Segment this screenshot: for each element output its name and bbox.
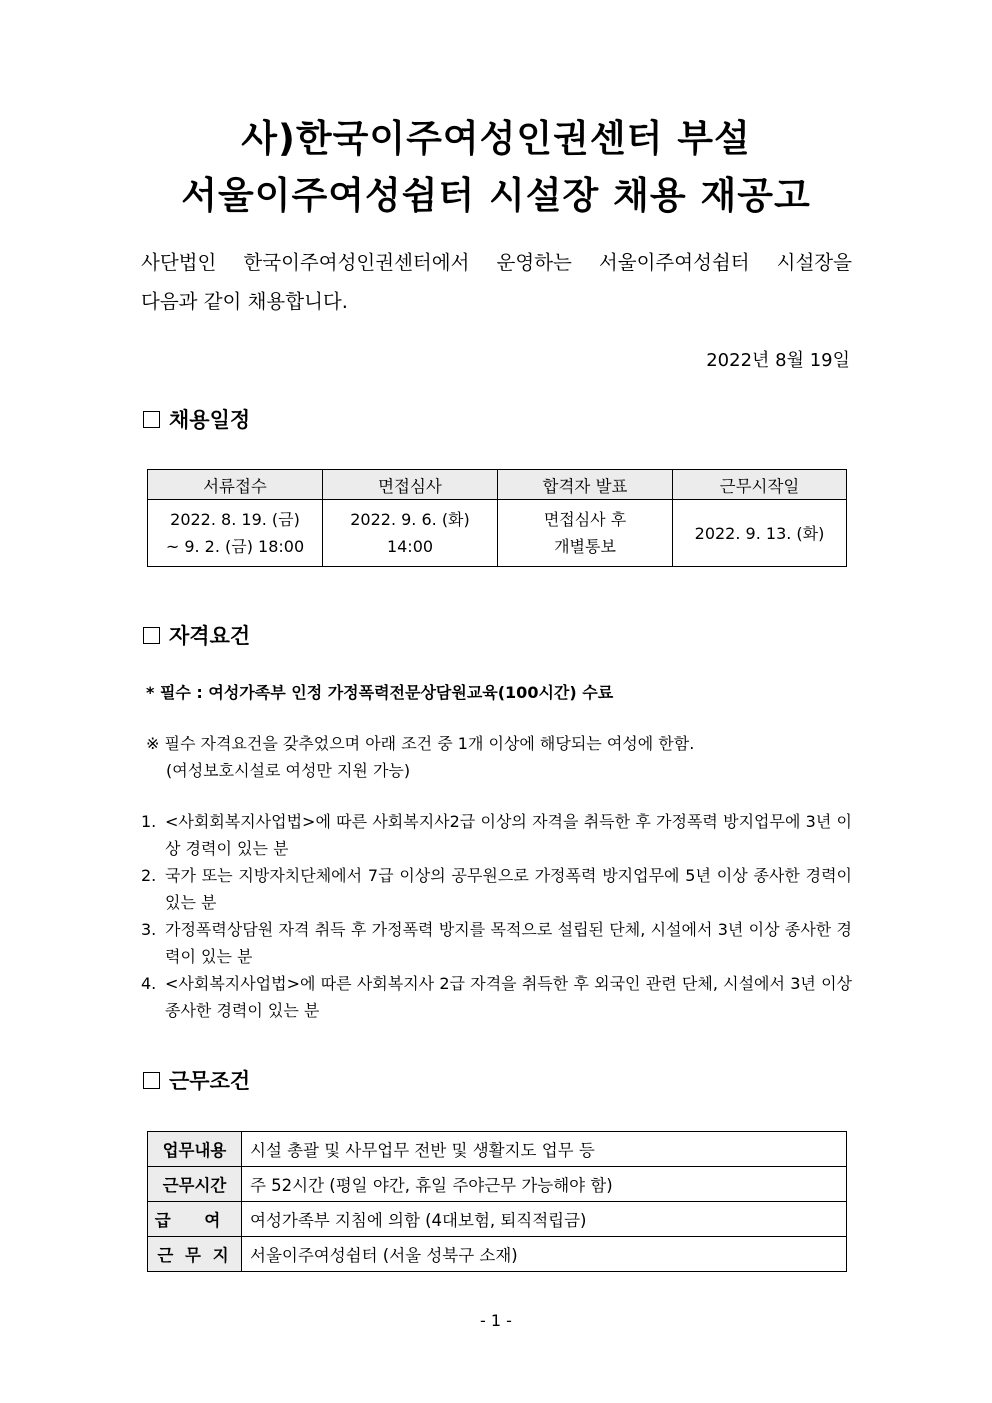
condition-label: 업무내용: [148, 1132, 242, 1167]
condition-value: 시설 총괄 및 사무업무 전반 및 생활지도 업무 등: [242, 1132, 847, 1167]
intro-line-1: 사단법인 한국이주여성인권센터에서 운영하는 서울이주여성쉼터 시설장을: [141, 251, 852, 274]
condition-value: 여성가족부 지침에 의함 (4대보험, 퇴직적립금): [242, 1202, 847, 1237]
cell-line: 2022. 9. 6. (화): [350, 510, 470, 529]
list-item-number: 1.: [141, 812, 157, 831]
list-item: [141, 971, 852, 1024]
list-item: [141, 809, 852, 862]
list-item-text: 가정폭력상담원 자격 취득 후 가정폭력 방지를 목적으로 설립된 단체, 시설에서 3년 이상 종사한 경력이 있는 분: [165, 920, 852, 966]
schedule-header-start: 근무시작일: [673, 470, 847, 500]
schedule-header-docs: 서류접수: [148, 470, 323, 500]
schedule-cell-interview: [323, 500, 498, 567]
schedule-header-announce: 합격자 발표: [498, 470, 673, 500]
schedule-heading: [143, 404, 250, 434]
cell-line: 2022. 9. 13. (화): [694, 523, 825, 543]
schedule-cell-docs: [148, 500, 323, 567]
schedule-cell-announce: [498, 500, 673, 567]
schedule-table: [147, 469, 847, 567]
condition-label: 근무시간: [148, 1167, 242, 1202]
table-row: [148, 1202, 847, 1237]
title-line-1: 사)한국이주여성인권센터 부설: [241, 117, 751, 160]
list-item: [141, 917, 852, 970]
table-row: [148, 1132, 847, 1167]
list-item-text: 국가 또는 지방자치단체에서 7급 이상의 공무원으로 가정폭력 방지업무에 5년 이상 종사한 경력이 있는 분: [165, 866, 852, 912]
cell-line: 2022. 8. 19. (금): [170, 510, 300, 529]
list-item-number: 4.: [141, 974, 157, 993]
conditions-heading-text: 근무조건: [169, 1069, 251, 1093]
qualification-list: [141, 809, 852, 1024]
required-qualification: * 필수 : 여성가족부 인정 가정폭력전문상담원교육(100시간) 수료: [146, 683, 614, 702]
table-row: [148, 1237, 847, 1272]
cell-line: 면접심사 후: [543, 510, 627, 529]
qualification-note: [146, 730, 694, 784]
checkbox-square-icon: [143, 627, 160, 644]
list-item-text: <사회복지사업법>에 따른 사회복지사 2급 자격을 취득한 후 외국인 관련 단체, 시설에서 3년 이상 종사한 경력이 있는 분: [165, 974, 852, 1020]
intro-line-2: 다음과 같이 채용합니다.: [141, 290, 348, 313]
qualifications-heading-text: 자격요건: [169, 624, 251, 648]
list-item-text: <사회회복지사업법>에 따른 사회복지사2급 이상의 자격을 취득한 후 가정폭력 방지업무에 3년 이상 경력이 있는 분: [165, 812, 852, 858]
list-item-number: 2.: [141, 866, 157, 885]
schedule-cell-start: [673, 500, 847, 567]
conditions-table: [147, 1131, 847, 1272]
cell-line: ~ 9. 2. (금) 18:00: [165, 537, 305, 556]
list-item-number: 3.: [141, 920, 157, 939]
note-line-1: ※ 필수 자격요건을 갖추었으며 아래 조건 중 1개 이상에 해당되는 여성에 한함.: [146, 734, 695, 753]
schedule-heading-text: 채용일정: [169, 408, 251, 432]
checkbox-square-icon: [143, 411, 160, 428]
conditions-heading: [143, 1065, 250, 1095]
title-line-2: 서울이주여성쉼터 시설장 채용 재공고: [181, 174, 811, 217]
cell-line: 개별통보: [554, 537, 616, 556]
cell-line: 14:00: [386, 537, 434, 556]
condition-label: 급 여: [148, 1202, 242, 1237]
qualifications-heading: [143, 620, 250, 650]
page-number: - 1 -: [480, 1311, 512, 1330]
condition-value: 서울이주여성쉼터 (서울 성북구 소재): [242, 1237, 847, 1272]
checkbox-square-icon: [143, 1072, 160, 1089]
list-item: [141, 863, 852, 916]
condition-value: 주 52시간 (평일 야간, 휴일 주야근무 가능해야 함): [242, 1167, 847, 1202]
condition-label: 근 무 지: [148, 1237, 242, 1272]
table-row: [148, 1167, 847, 1202]
notice-date: 2022년 8월 19일: [706, 350, 850, 371]
schedule-header-interview: 면접심사: [323, 470, 498, 500]
note-line-2: (여성보호시설로 여성만 지원 가능): [166, 761, 411, 780]
